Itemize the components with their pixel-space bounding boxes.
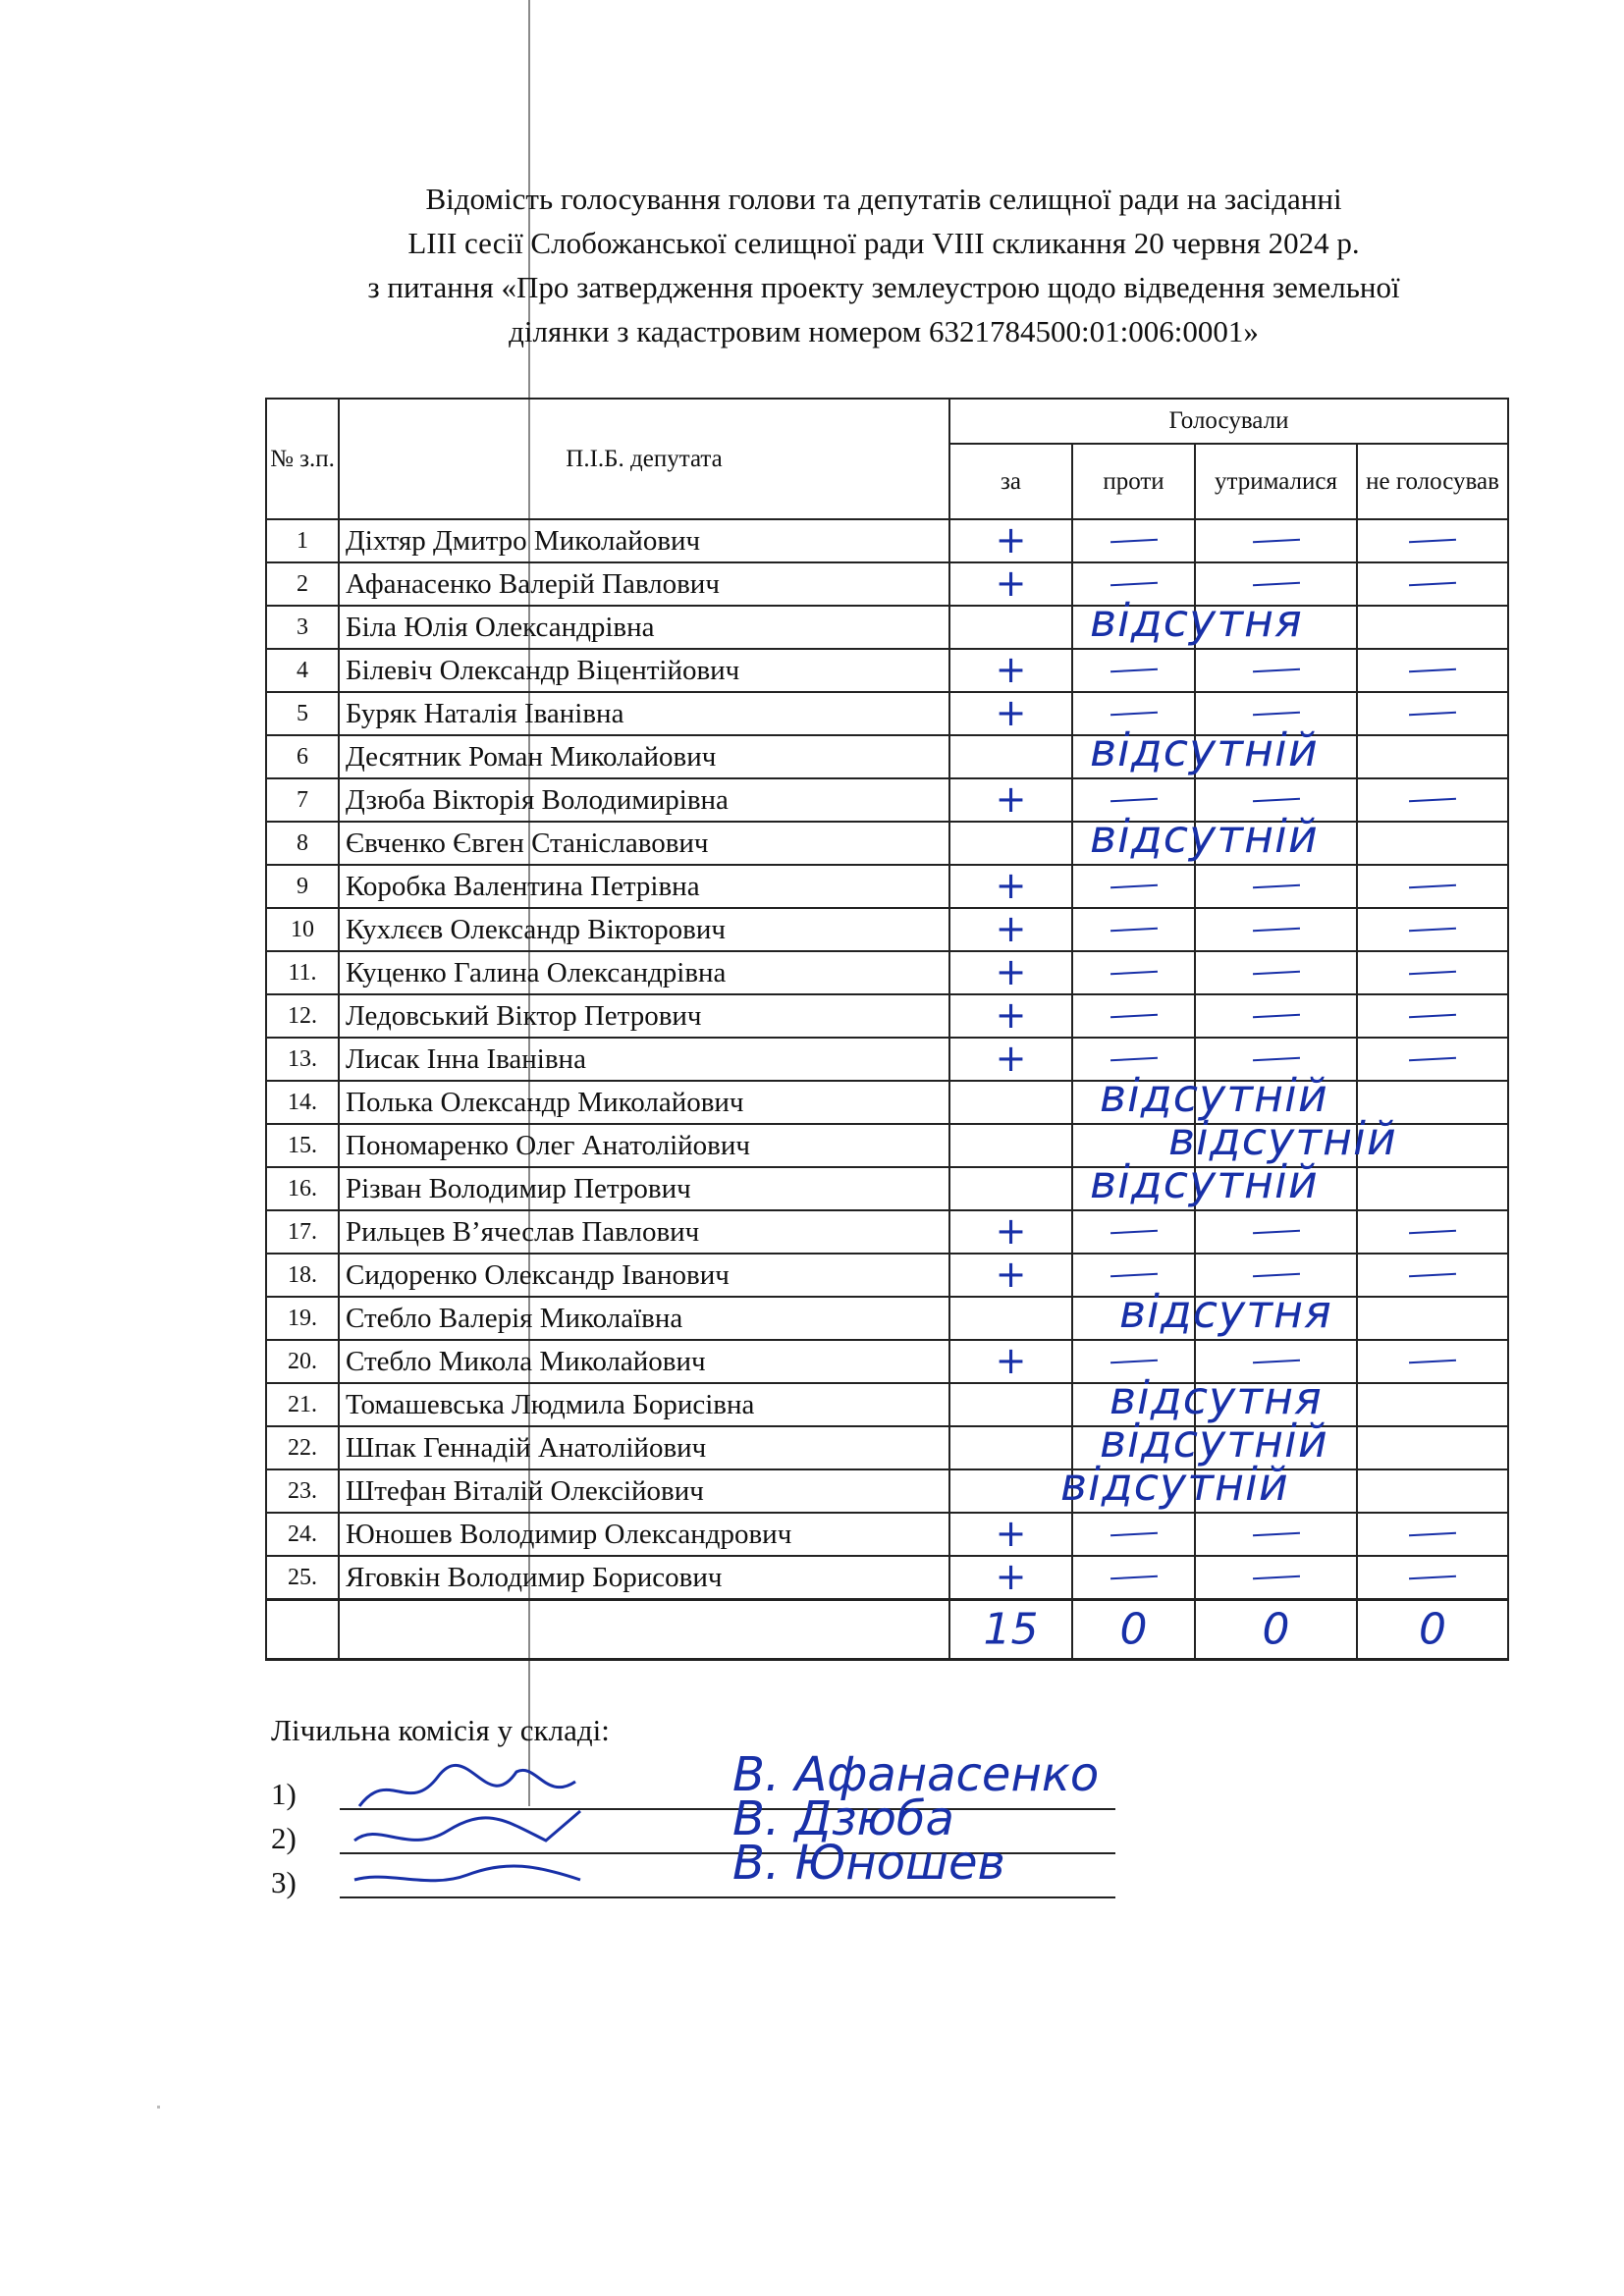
vote-cell-ne-holosuvav (1357, 1081, 1508, 1124)
vote-cell-proty (1072, 1081, 1195, 1124)
vote-cell-utrymalysia (1195, 1081, 1357, 1124)
absent-note: відсутній (1100, 1415, 1328, 1468)
row-number: 14. (266, 1081, 339, 1124)
dash-mark (1252, 1532, 1299, 1537)
vote-cell-proty (1072, 562, 1195, 606)
table-row (266, 1297, 1508, 1340)
deputy-name: Дзюба Вікторія Володимирівна (339, 778, 949, 822)
row-number: 8 (266, 822, 339, 865)
vote-cell-utrymalysia (1195, 865, 1357, 908)
vote-cell-za (949, 1038, 1072, 1081)
deputy-name: Десятник Роман Миколайович (339, 735, 949, 778)
table-row (266, 562, 1508, 606)
table-row (266, 1210, 1508, 1254)
plus-mark: + (995, 907, 1027, 951)
row-number: 15. (266, 1124, 339, 1167)
dash-mark (1252, 884, 1299, 889)
dash-mark (1110, 884, 1157, 889)
vote-cell-ne-holosuvav (1357, 908, 1508, 951)
row-number: 18. (266, 1254, 339, 1297)
header-num: № з.п. (266, 399, 339, 519)
plus-mark: + (995, 1253, 1027, 1297)
vote-cell-za (949, 1081, 1072, 1124)
dash-mark (1110, 1273, 1157, 1278)
vote-cell-ne-holosuvav (1357, 1513, 1508, 1556)
vote-cell-proty (1072, 1210, 1195, 1254)
absent-note: відсутній (1090, 810, 1319, 863)
vote-cell-utrymalysia (1195, 1254, 1357, 1297)
dash-mark (1252, 582, 1299, 587)
vote-cell-za (949, 562, 1072, 606)
dash-mark (1110, 539, 1157, 544)
table-row (266, 649, 1508, 692)
dash-mark (1409, 1575, 1456, 1580)
vote-cell-za (949, 1254, 1072, 1297)
title-line-1: Відомість голосування голови та депутатів селищної ради на засіданні (425, 182, 1342, 216)
deputy-name: Ледовський Віктор Петрович (339, 994, 949, 1038)
deputy-name: Буряк Наталія Іванівна (339, 692, 949, 735)
dash-mark (1409, 539, 1456, 544)
table-row (266, 606, 1508, 649)
voting-table (265, 398, 1509, 1661)
plus-mark: + (995, 1037, 1027, 1081)
absent-note: відсутній (1168, 1112, 1397, 1165)
dash-mark (1409, 1360, 1456, 1364)
absent-note: відсутня (1110, 1371, 1323, 1424)
vote-cell-proty (1072, 1167, 1195, 1210)
row-number: 17. (266, 1210, 339, 1254)
plus-mark: + (995, 561, 1027, 606)
row-number: 22. (266, 1426, 339, 1469)
total-ne-holosuvav-cell (1357, 1600, 1508, 1660)
dash-mark (1409, 1014, 1456, 1019)
dash-mark (1110, 928, 1157, 933)
dash-mark (1409, 668, 1456, 673)
table-row (266, 1167, 1508, 1210)
vote-cell-za (949, 1340, 1072, 1383)
vote-cell-utrymalysia (1195, 735, 1357, 778)
row-number: 4 (266, 649, 339, 692)
vote-cell-ne-holosuvav (1357, 1426, 1508, 1469)
plus-mark: + (995, 648, 1027, 692)
deputy-name: Полька Олександр Миколайович (339, 1081, 949, 1124)
deputy-name: Лисак Інна Іванівна (339, 1038, 949, 1081)
dash-mark (1252, 539, 1299, 544)
deputy-name: Штефан Віталій Олексійович (339, 1469, 949, 1513)
table-row (266, 1469, 1508, 1513)
dash-mark (1110, 712, 1157, 717)
deputy-name: Куценко Галина Олександрівна (339, 951, 949, 994)
vote-cell-za (949, 519, 1072, 562)
dash-mark (1252, 1014, 1299, 1019)
vote-cell-za (949, 1297, 1072, 1340)
vote-cell-za (949, 692, 1072, 735)
plus-mark: + (995, 993, 1027, 1038)
totals-row (266, 1600, 1508, 1660)
vote-cell-za (949, 951, 1072, 994)
plus-mark: + (995, 691, 1027, 735)
row-number: 6 (266, 735, 339, 778)
vote-cell-utrymalysia (1195, 1167, 1357, 1210)
vote-cell-utrymalysia (1195, 1469, 1357, 1513)
vote-cell-utrymalysia (1195, 951, 1357, 994)
deputy-name: Сидоренко Олександр Іванович (339, 1254, 949, 1297)
absent-note: відсутній (1100, 1069, 1328, 1122)
row-number: 21. (266, 1383, 339, 1426)
table-row (266, 1383, 1508, 1426)
deputy-name: Юношев Володимир Олександрович (339, 1513, 949, 1556)
vote-cell-ne-holosuvav (1357, 1124, 1508, 1167)
deputy-name: Пономаренко Олег Анатолійович (339, 1124, 949, 1167)
absent-note: відсутня (1119, 1285, 1332, 1338)
vote-cell-za (949, 606, 1072, 649)
commission-label: Лічильна комісія у складі: (271, 1713, 610, 1747)
absent-note: відсутній (1090, 1155, 1319, 1208)
row-number: 24. (266, 1513, 339, 1556)
dash-mark (1252, 1057, 1299, 1062)
table-row (266, 1426, 1508, 1469)
dash-mark (1252, 668, 1299, 673)
vote-cell-ne-holosuvav (1357, 951, 1508, 994)
vote-cell-ne-holosuvav (1357, 1297, 1508, 1340)
table-row (266, 1124, 1508, 1167)
table-row (266, 735, 1508, 778)
header-voted: Голосували (949, 399, 1508, 444)
vote-cell-proty (1072, 1124, 1195, 1167)
vote-cell-za (949, 1210, 1072, 1254)
signature-line (340, 1896, 1115, 1898)
row-number: 3 (266, 606, 339, 649)
plus-mark: + (995, 1555, 1027, 1599)
row-number: 9 (266, 865, 339, 908)
deputy-name: Стебло Валерія Миколаївна (339, 1297, 949, 1340)
vote-cell-utrymalysia (1195, 1210, 1357, 1254)
row-number: 7 (266, 778, 339, 822)
dash-mark (1110, 1575, 1157, 1580)
vote-cell-proty (1072, 606, 1195, 649)
dash-mark (1409, 928, 1456, 933)
table-row (266, 865, 1508, 908)
vote-cell-ne-holosuvav (1357, 865, 1508, 908)
vote-cell-proty (1072, 822, 1195, 865)
dash-mark (1110, 582, 1157, 587)
vote-cell-ne-holosuvav (1357, 1556, 1508, 1600)
dash-mark (1409, 884, 1456, 889)
vote-cell-za (949, 994, 1072, 1038)
vote-cell-za (949, 1167, 1072, 1210)
plus-mark: + (995, 950, 1027, 994)
deputy-name: Кухлєєв Олександр Вікторович (339, 908, 949, 951)
vote-cell-proty (1072, 908, 1195, 951)
vote-cell-ne-holosuvav (1357, 692, 1508, 735)
title-line-3: з питання «Про затвердження проекту землеустрою щодо відведення земельної (367, 270, 1400, 304)
vote-cell-utrymalysia (1195, 562, 1357, 606)
vote-cell-proty (1072, 519, 1195, 562)
vote-cell-ne-holosuvav (1357, 562, 1508, 606)
vote-cell-utrymalysia (1195, 908, 1357, 951)
dash-mark (1409, 1057, 1456, 1062)
deputy-name: Яговкін Володимир Борисович (339, 1556, 949, 1600)
vote-cell-za (949, 1124, 1072, 1167)
scan-speck (157, 2106, 160, 2109)
table-row (266, 778, 1508, 822)
row-number: 5 (266, 692, 339, 735)
commission-member-3 (271, 1836, 1125, 1904)
table-row (266, 519, 1508, 562)
row-number: 10 (266, 908, 339, 951)
vote-cell-za (949, 1469, 1072, 1513)
dash-mark (1409, 582, 1456, 587)
dash-mark (1252, 1575, 1299, 1580)
table-row (266, 822, 1508, 865)
member-num: 1) (271, 1777, 297, 1811)
vote-cell-ne-holosuvav (1357, 994, 1508, 1038)
deputy-name: Діхтяр Дмитро Миколайович (339, 519, 949, 562)
dash-mark (1409, 1532, 1456, 1537)
dash-mark (1252, 798, 1299, 803)
dash-mark (1409, 1230, 1456, 1235)
total-utrymalysia-cell (1195, 1600, 1357, 1660)
plus-mark: + (995, 518, 1027, 562)
table-row (266, 1081, 1508, 1124)
vote-cell-proty (1072, 951, 1195, 994)
header-proty: проти (1072, 444, 1195, 519)
vote-cell-proty (1072, 692, 1195, 735)
dash-mark (1409, 971, 1456, 976)
deputy-name: Різван Володимир Петрович (339, 1167, 949, 1210)
vote-cell-proty (1072, 1426, 1195, 1469)
vote-cell-ne-holosuvav (1357, 606, 1508, 649)
deputy-name: Шпак Геннадій Анатолійович (339, 1426, 949, 1469)
vote-cell-ne-holosuvav (1357, 1340, 1508, 1383)
table-row (266, 1340, 1508, 1383)
vote-cell-za (949, 778, 1072, 822)
deputy-name: Афанасенко Валерій Павлович (339, 562, 949, 606)
row-number: 16. (266, 1167, 339, 1210)
row-number: 1 (266, 519, 339, 562)
vote-cell-utrymalysia (1195, 1513, 1357, 1556)
vote-cell-utrymalysia (1195, 1556, 1357, 1600)
header-ne-holosuvav: не голосував (1357, 444, 1508, 519)
dash-mark (1252, 712, 1299, 717)
deputy-name: Євченко Євген Станіславович (339, 822, 949, 865)
member-name: В. Дзюба (732, 1791, 954, 1846)
plus-mark: + (995, 777, 1027, 822)
member-name: В. Афанасенко (732, 1747, 1100, 1802)
dash-mark (1252, 1360, 1299, 1364)
vote-cell-ne-holosuvav (1357, 735, 1508, 778)
total-proty: 0 (1119, 1604, 1148, 1655)
vote-cell-proty (1072, 1340, 1195, 1383)
dash-mark (1110, 1230, 1157, 1235)
dash-mark (1252, 1273, 1299, 1278)
vote-cell-za (949, 649, 1072, 692)
header-name: П.І.Б. депутата (339, 399, 949, 519)
title-line-4: ділянки з кадастровим номером 6321784500:01:006:0001» (509, 314, 1259, 348)
deputy-name: Томашевська Людмила Борисівна (339, 1383, 949, 1426)
deputy-name: Білевіч Олександр Віцентійович (339, 649, 949, 692)
row-number: 2 (266, 562, 339, 606)
vote-cell-proty (1072, 649, 1195, 692)
dash-mark (1110, 1057, 1157, 1062)
vote-cell-ne-holosuvav (1357, 1383, 1508, 1426)
vote-cell-proty (1072, 1038, 1195, 1081)
vote-cell-za (949, 1383, 1072, 1426)
vote-cell-za (949, 1426, 1072, 1469)
member-name: В. Юношев (732, 1836, 1005, 1891)
header-za: за (949, 444, 1072, 519)
vote-cell-ne-holosuvav (1357, 649, 1508, 692)
dash-mark (1110, 1014, 1157, 1019)
title-line-2: LIII сесії Слобожанської селищної ради VIII скликання 20 червня 2024 р. (407, 226, 1360, 260)
table-row (266, 994, 1508, 1038)
vote-cell-ne-holosuvav (1357, 519, 1508, 562)
vote-cell-proty (1072, 865, 1195, 908)
deputy-name: Рильцев В’ячеслав Павлович (339, 1210, 949, 1254)
vote-cell-proty (1072, 994, 1195, 1038)
row-number: 12. (266, 994, 339, 1038)
vote-cell-proty (1072, 1556, 1195, 1600)
vote-cell-ne-holosuvav (1357, 1469, 1508, 1513)
dash-mark (1409, 1273, 1456, 1278)
total-za: 15 (983, 1604, 1039, 1655)
table-row (266, 1254, 1508, 1297)
table-row (266, 692, 1508, 735)
total-za-cell (949, 1600, 1072, 1660)
vote-cell-utrymalysia (1195, 1038, 1357, 1081)
row-number: 20. (266, 1340, 339, 1383)
vote-cell-utrymalysia (1195, 519, 1357, 562)
member-num: 3) (271, 1865, 297, 1899)
deputy-name: Коробка Валентина Петрівна (339, 865, 949, 908)
dash-mark (1110, 1532, 1157, 1537)
total-ne-holosuvav: 0 (1419, 1604, 1446, 1655)
vote-cell-proty (1072, 1469, 1195, 1513)
vote-cell-za (949, 822, 1072, 865)
vote-cell-utrymalysia (1195, 822, 1357, 865)
vote-cell-proty (1072, 1254, 1195, 1297)
vote-cell-proty (1072, 778, 1195, 822)
vote-cell-ne-holosuvav (1357, 1038, 1508, 1081)
vote-cell-ne-holosuvav (1357, 1210, 1508, 1254)
vote-cell-ne-holosuvav (1357, 1254, 1508, 1297)
vote-cell-za (949, 1556, 1072, 1600)
vote-cell-proty (1072, 1297, 1195, 1340)
row-number: 23. (266, 1469, 339, 1513)
member-num: 2) (271, 1821, 297, 1855)
row-number: 19. (266, 1297, 339, 1340)
dash-mark (1110, 798, 1157, 803)
row-number: 25. (266, 1556, 339, 1600)
vote-cell-utrymalysia (1195, 649, 1357, 692)
dash-mark (1110, 668, 1157, 673)
plus-mark: + (995, 1512, 1027, 1556)
vote-cell-proty (1072, 735, 1195, 778)
dash-mark (1110, 1360, 1157, 1364)
absent-note: відсутній (1090, 723, 1319, 776)
vote-cell-utrymalysia (1195, 692, 1357, 735)
plus-mark: + (995, 1339, 1027, 1383)
vote-cell-za (949, 735, 1072, 778)
vote-cell-za (949, 865, 1072, 908)
dash-mark (1252, 928, 1299, 933)
vote-cell-utrymalysia (1195, 1124, 1357, 1167)
vote-cell-utrymalysia (1195, 1426, 1357, 1469)
vote-cell-utrymalysia (1195, 606, 1357, 649)
plus-mark: + (995, 1209, 1027, 1254)
table-row (266, 908, 1508, 951)
absent-note: відсутній (1060, 1458, 1289, 1511)
vote-cell-ne-holosuvav (1357, 822, 1508, 865)
vote-cell-utrymalysia (1195, 1340, 1357, 1383)
header-utrymalysia: утрималися (1195, 444, 1357, 519)
deputy-name: Біла Юлія Олександрівна (339, 606, 949, 649)
vote-cell-za (949, 908, 1072, 951)
totals-num-cell (266, 1600, 339, 1660)
table-row (266, 1556, 1508, 1600)
table-row (266, 1513, 1508, 1556)
signature-3 (350, 1845, 585, 1914)
vote-cell-utrymalysia (1195, 994, 1357, 1038)
vote-cell-utrymalysia (1195, 1297, 1357, 1340)
vote-cell-utrymalysia (1195, 1383, 1357, 1426)
row-number: 11. (266, 951, 339, 994)
dash-mark (1409, 712, 1456, 717)
total-proty-cell (1072, 1600, 1195, 1660)
total-utrymalysia: 0 (1262, 1604, 1290, 1655)
table-row (266, 951, 1508, 994)
vote-cell-ne-holosuvav (1357, 778, 1508, 822)
document-title (295, 177, 1473, 353)
vote-cell-proty (1072, 1383, 1195, 1426)
dash-mark (1409, 798, 1456, 803)
vote-cell-proty (1072, 1513, 1195, 1556)
row-number: 13. (266, 1038, 339, 1081)
totals-name-cell (339, 1600, 949, 1660)
table-row (266, 1038, 1508, 1081)
dash-mark (1252, 971, 1299, 976)
absent-note: відсутня (1090, 594, 1303, 647)
dash-mark (1252, 1230, 1299, 1235)
vote-cell-ne-holosuvav (1357, 1167, 1508, 1210)
vote-cell-utrymalysia (1195, 778, 1357, 822)
dash-mark (1110, 971, 1157, 976)
vote-cell-za (949, 1513, 1072, 1556)
deputy-name: Стебло Микола Миколайович (339, 1340, 949, 1383)
plus-mark: + (995, 864, 1027, 908)
